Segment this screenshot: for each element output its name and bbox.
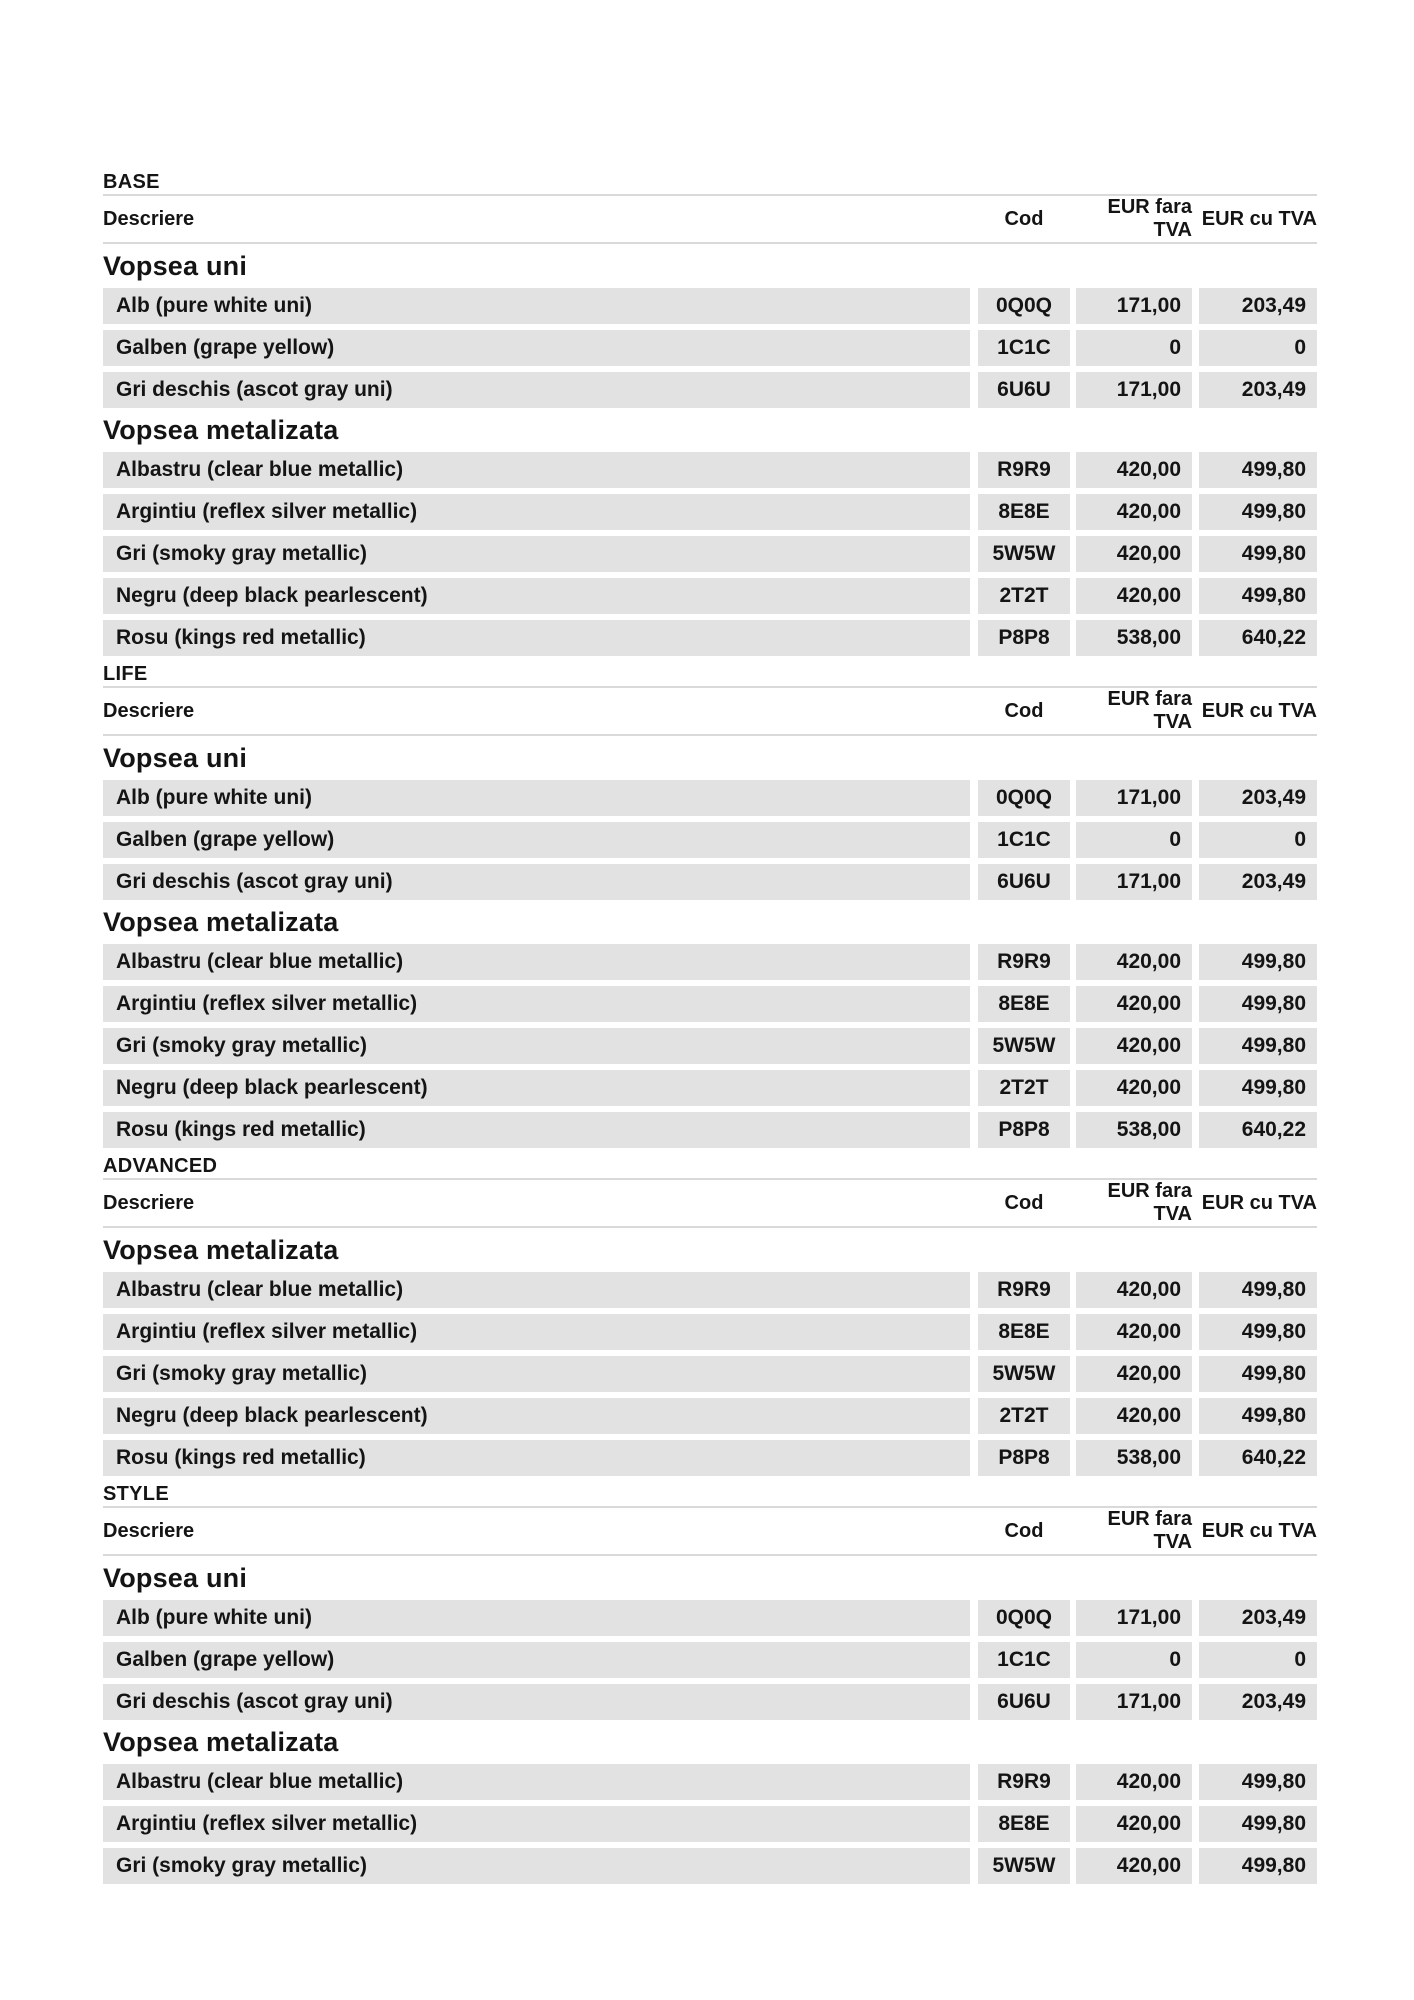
column-header-descriere: Descriere	[103, 1519, 195, 1542]
row-eur-fara-tva: 420,00	[1076, 1314, 1192, 1350]
column-header-cod: Cod	[1004, 1191, 1044, 1214]
row-descriere: Alb (pure white uni)	[103, 780, 970, 816]
row-descriere: Rosu (kings red metallic)	[103, 1112, 970, 1148]
row-descriere: Rosu (kings red metallic)	[103, 620, 970, 656]
row-cod: 2T2T	[978, 1070, 1070, 1106]
column-header-eur-fara-tva: EUR fara TVA	[1107, 688, 1192, 733]
table-row	[103, 986, 1317, 1022]
trim-section	[103, 1482, 1317, 1884]
row-eur-cu-tva: 640,22	[1199, 1440, 1317, 1476]
row-eur-fara-tva: 420,00	[1076, 1272, 1192, 1308]
table-row	[103, 1028, 1317, 1064]
row-eur-fara-tva: 420,00	[1076, 1764, 1192, 1800]
row-descriere: Negru (deep black pearlescent)	[103, 1398, 970, 1434]
row-eur-fara-tva: 420,00	[1076, 944, 1192, 980]
row-eur-fara-tva: 0	[1076, 822, 1192, 858]
table-row	[103, 578, 1317, 614]
column-header-descriere: Descriere	[103, 699, 195, 722]
row-descriere: Albastru (clear blue metallic)	[103, 1272, 970, 1308]
paint-rows	[103, 1272, 1317, 1476]
table-header-row	[103, 1180, 1317, 1226]
row-descriere: Albastru (clear blue metallic)	[103, 452, 970, 488]
table-row	[103, 1272, 1317, 1308]
table-row	[103, 1356, 1317, 1392]
divider	[103, 1554, 1317, 1556]
row-descriere: Galben (grape yellow)	[103, 1642, 970, 1678]
row-eur-fara-tva: 171,00	[1076, 780, 1192, 816]
table-row	[103, 1398, 1317, 1434]
row-eur-cu-tva: 203,49	[1199, 864, 1317, 900]
row-cod: 0Q0Q	[978, 780, 1070, 816]
row-cod: 0Q0Q	[978, 1600, 1070, 1636]
row-eur-cu-tva: 499,80	[1199, 1028, 1317, 1064]
row-eur-fara-tva: 420,00	[1076, 1028, 1192, 1064]
row-eur-cu-tva: 499,80	[1199, 452, 1317, 488]
column-header-eur-cu-tva: EUR cu TVA	[1201, 207, 1317, 230]
table-row	[103, 452, 1317, 488]
row-eur-fara-tva: 538,00	[1076, 1440, 1192, 1476]
row-descriere: Argintiu (reflex silver metallic)	[103, 494, 970, 530]
row-cod: P8P8	[978, 1440, 1070, 1476]
column-header-eur-cu-tva: EUR cu TVA	[1201, 1519, 1317, 1542]
table-row	[103, 1684, 1317, 1720]
table-row	[103, 822, 1317, 858]
row-eur-fara-tva: 420,00	[1076, 494, 1192, 530]
row-eur-cu-tva: 499,80	[1199, 1806, 1317, 1842]
row-eur-cu-tva: 0	[1199, 822, 1317, 858]
column-header-descriere: Descriere	[103, 207, 195, 230]
row-eur-fara-tva: 420,00	[1076, 1806, 1192, 1842]
table-header-row	[103, 1508, 1317, 1554]
row-eur-cu-tva: 499,80	[1199, 1356, 1317, 1392]
row-descriere: Galben (grape yellow)	[103, 330, 970, 366]
row-eur-cu-tva: 203,49	[1199, 372, 1317, 408]
row-cod: 5W5W	[978, 1028, 1070, 1064]
row-eur-fara-tva: 420,00	[1076, 452, 1192, 488]
paint-group-title: Vopsea uni	[103, 251, 248, 281]
table-row	[103, 620, 1317, 656]
row-cod: 5W5W	[978, 1848, 1070, 1884]
table-header-row	[103, 196, 1317, 242]
section-label: BASE	[103, 171, 160, 193]
table-row	[103, 1600, 1317, 1636]
paint-rows	[103, 452, 1317, 656]
row-descriere: Gri deschis (ascot gray uni)	[103, 1684, 970, 1720]
paint-group	[103, 1728, 1317, 1884]
row-eur-cu-tva: 203,49	[1199, 1684, 1317, 1720]
row-cod: 6U6U	[978, 1684, 1070, 1720]
row-descriere: Gri (smoky gray metallic)	[103, 1028, 970, 1064]
row-eur-fara-tva: 538,00	[1076, 1112, 1192, 1148]
column-header-descriere: Descriere	[103, 1191, 195, 1214]
row-eur-cu-tva: 499,80	[1199, 1070, 1317, 1106]
row-eur-fara-tva: 420,00	[1076, 536, 1192, 572]
row-eur-fara-tva: 420,00	[1076, 1398, 1192, 1434]
row-cod: R9R9	[978, 944, 1070, 980]
divider	[103, 242, 1317, 244]
paint-group	[103, 744, 1317, 900]
column-header-eur-cu-tva: EUR cu TVA	[1201, 1191, 1317, 1214]
row-cod: 6U6U	[978, 372, 1070, 408]
row-eur-cu-tva: 499,80	[1199, 1848, 1317, 1884]
row-descriere: Negru (deep black pearlescent)	[103, 1070, 970, 1106]
row-cod: 8E8E	[978, 1314, 1070, 1350]
row-descriere: Negru (deep black pearlescent)	[103, 578, 970, 614]
paint-rows	[103, 780, 1317, 900]
row-eur-cu-tva: 499,80	[1199, 986, 1317, 1022]
row-eur-cu-tva: 499,80	[1199, 494, 1317, 530]
paint-group-title: Vopsea metalizata	[103, 415, 339, 445]
table-row	[103, 1440, 1317, 1476]
row-eur-cu-tva: 499,80	[1199, 1764, 1317, 1800]
divider	[103, 734, 1317, 736]
row-eur-cu-tva: 640,22	[1199, 1112, 1317, 1148]
row-descriere: Argintiu (reflex silver metallic)	[103, 1314, 970, 1350]
table-row	[103, 288, 1317, 324]
section-label: ADVANCED	[103, 1155, 218, 1177]
trim-section	[103, 170, 1317, 656]
table-row	[103, 780, 1317, 816]
row-eur-fara-tva: 171,00	[1076, 1600, 1192, 1636]
row-eur-fara-tva: 538,00	[1076, 620, 1192, 656]
row-descriere: Gri (smoky gray metallic)	[103, 1356, 970, 1392]
row-eur-cu-tva: 499,80	[1199, 1272, 1317, 1308]
row-eur-fara-tva: 420,00	[1076, 1070, 1192, 1106]
table-row	[103, 1848, 1317, 1884]
row-eur-fara-tva: 171,00	[1076, 1684, 1192, 1720]
row-cod: 5W5W	[978, 536, 1070, 572]
paint-group	[103, 1236, 1317, 1476]
row-eur-fara-tva: 420,00	[1076, 1848, 1192, 1884]
paint-rows	[103, 288, 1317, 408]
table-row	[103, 864, 1317, 900]
row-cod: 8E8E	[978, 986, 1070, 1022]
paint-group-title: Vopsea metalizata	[103, 1727, 339, 1757]
row-eur-fara-tva: 420,00	[1076, 578, 1192, 614]
table-row	[103, 1314, 1317, 1350]
row-cod: R9R9	[978, 1764, 1070, 1800]
row-descriere: Gri deschis (ascot gray uni)	[103, 864, 970, 900]
trim-section	[103, 1154, 1317, 1476]
row-descriere: Gri (smoky gray metallic)	[103, 1848, 970, 1884]
paint-group-title: Vopsea uni	[103, 1563, 248, 1593]
row-cod: R9R9	[978, 452, 1070, 488]
paint-groups	[103, 252, 1317, 656]
row-descriere: Alb (pure white uni)	[103, 288, 970, 324]
row-descriere: Gri deschis (ascot gray uni)	[103, 372, 970, 408]
table-row	[103, 1112, 1317, 1148]
column-header-eur-cu-tva: EUR cu TVA	[1201, 699, 1317, 722]
row-eur-fara-tva: 0	[1076, 1642, 1192, 1678]
paint-group	[103, 252, 1317, 408]
row-cod: 1C1C	[978, 330, 1070, 366]
row-eur-cu-tva: 0	[1199, 330, 1317, 366]
table-row	[103, 372, 1317, 408]
row-eur-cu-tva: 499,80	[1199, 536, 1317, 572]
paint-group	[103, 908, 1317, 1148]
paint-group-title: Vopsea metalizata	[103, 1235, 339, 1265]
row-descriere: Alb (pure white uni)	[103, 1600, 970, 1636]
row-cod: 1C1C	[978, 1642, 1070, 1678]
paint-group-title: Vopsea uni	[103, 743, 248, 773]
row-eur-cu-tva: 0	[1199, 1642, 1317, 1678]
paint-group	[103, 1564, 1317, 1720]
row-eur-cu-tva: 499,80	[1199, 944, 1317, 980]
paint-group-title: Vopsea metalizata	[103, 907, 339, 937]
row-descriere: Gri (smoky gray metallic)	[103, 536, 970, 572]
divider	[103, 1226, 1317, 1228]
row-eur-cu-tva: 499,80	[1199, 1398, 1317, 1434]
row-cod: 8E8E	[978, 1806, 1070, 1842]
row-cod: R9R9	[978, 1272, 1070, 1308]
section-label: STYLE	[103, 1483, 169, 1505]
table-row	[103, 1806, 1317, 1842]
row-eur-fara-tva: 0	[1076, 330, 1192, 366]
row-eur-cu-tva: 203,49	[1199, 780, 1317, 816]
column-header-cod: Cod	[1004, 699, 1044, 722]
table-row	[103, 1642, 1317, 1678]
column-header-eur-fara-tva: EUR fara TVA	[1107, 1508, 1192, 1553]
paint-rows	[103, 944, 1317, 1148]
paint-groups	[103, 1236, 1317, 1476]
section-label: LIFE	[103, 663, 148, 685]
row-eur-cu-tva: 203,49	[1199, 288, 1317, 324]
row-cod: 5W5W	[978, 1356, 1070, 1392]
row-cod: 1C1C	[978, 822, 1070, 858]
row-eur-cu-tva: 640,22	[1199, 620, 1317, 656]
row-cod: 8E8E	[978, 494, 1070, 530]
row-eur-fara-tva: 420,00	[1076, 1356, 1192, 1392]
row-eur-cu-tva: 203,49	[1199, 1600, 1317, 1636]
column-header-eur-fara-tva: EUR fara TVA	[1107, 1180, 1192, 1225]
paint-groups	[103, 1564, 1317, 1884]
row-eur-cu-tva: 499,80	[1199, 578, 1317, 614]
row-descriere: Argintiu (reflex silver metallic)	[103, 1806, 970, 1842]
row-descriere: Galben (grape yellow)	[103, 822, 970, 858]
row-cod: P8P8	[978, 1112, 1070, 1148]
trim-section	[103, 662, 1317, 1148]
table-row	[103, 494, 1317, 530]
table-row	[103, 1764, 1317, 1800]
row-eur-fara-tva: 171,00	[1076, 864, 1192, 900]
paint-rows	[103, 1764, 1317, 1884]
paint-groups	[103, 744, 1317, 1148]
row-cod: 6U6U	[978, 864, 1070, 900]
row-eur-fara-tva: 171,00	[1076, 372, 1192, 408]
row-cod: P8P8	[978, 620, 1070, 656]
column-header-eur-fara-tva: EUR fara TVA	[1107, 196, 1192, 241]
sections-container	[103, 170, 1317, 1884]
paint-rows	[103, 1600, 1317, 1720]
table-row	[103, 536, 1317, 572]
paint-group	[103, 416, 1317, 656]
column-header-cod: Cod	[1004, 207, 1044, 230]
row-eur-fara-tva: 171,00	[1076, 288, 1192, 324]
row-cod: 2T2T	[978, 1398, 1070, 1434]
table-row	[103, 944, 1317, 980]
column-header-cod: Cod	[1004, 1519, 1044, 1542]
row-descriere: Argintiu (reflex silver metallic)	[103, 986, 970, 1022]
table-row	[103, 1070, 1317, 1106]
row-descriere: Albastru (clear blue metallic)	[103, 1764, 970, 1800]
row-cod: 0Q0Q	[978, 288, 1070, 324]
table-row	[103, 330, 1317, 366]
table-header-row	[103, 688, 1317, 734]
row-eur-fara-tva: 420,00	[1076, 986, 1192, 1022]
row-descriere: Albastru (clear blue metallic)	[103, 944, 970, 980]
row-descriere: Rosu (kings red metallic)	[103, 1440, 970, 1476]
row-cod: 2T2T	[978, 578, 1070, 614]
row-eur-cu-tva: 499,80	[1199, 1314, 1317, 1350]
